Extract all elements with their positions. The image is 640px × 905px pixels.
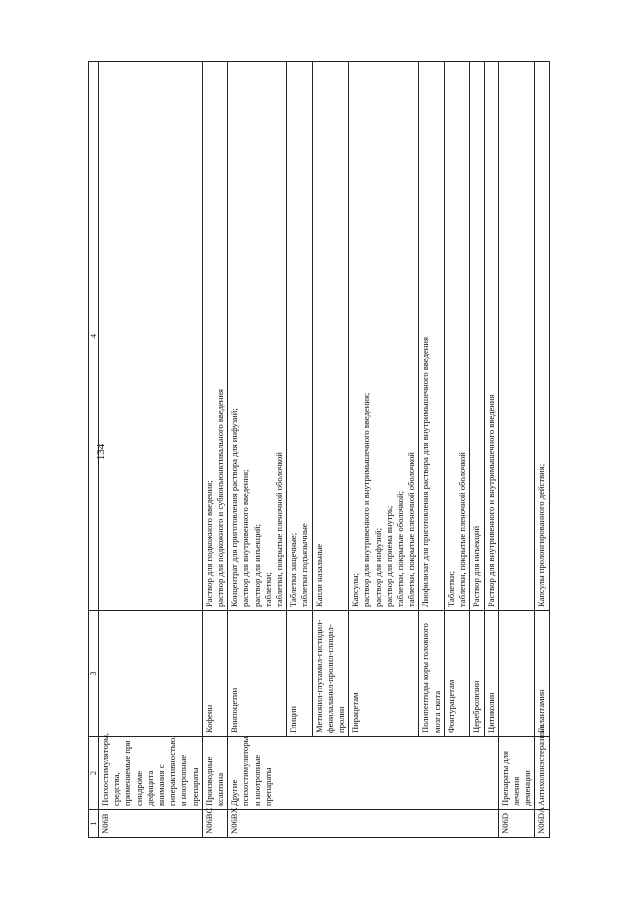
table-row (312, 62, 349, 838)
dosage-form-line: таблетки; (262, 572, 273, 607)
table-row (535, 62, 549, 838)
table-row (349, 62, 419, 838)
header-cell-4: 4 (89, 62, 99, 611)
atc-code-cell: N06D (498, 810, 535, 838)
header-row (89, 62, 99, 838)
drug-name-cell: Пирацетам (349, 611, 419, 737)
dosage-form-cell (484, 62, 498, 611)
group-cell: Антихолинэстеразные (535, 737, 549, 810)
table-row (228, 62, 287, 838)
drug-name-cell (498, 611, 535, 737)
table-row (419, 62, 444, 838)
atc-code-cell: N06B (99, 810, 203, 838)
drug-name-cell: Церебролизин (470, 611, 484, 737)
table-row (287, 62, 312, 838)
dosage-form-cell (419, 62, 444, 611)
drug-name-cell: Винпоцетин (228, 611, 287, 737)
dosage-form-line: Капсулы пролонгированного действия; (536, 463, 547, 607)
dosage-form-cell (498, 62, 535, 611)
drug-name-cell: Фонтурацетам (444, 611, 469, 737)
table-row (99, 62, 203, 838)
group-cell: Психостимуляторы, средства, применяемые при синдроме дефицита внимания с гиперактивностью, и ноотропные препараты (99, 737, 203, 810)
table-row (470, 62, 484, 838)
dosage-form-cell (228, 62, 287, 611)
table-row (498, 62, 535, 838)
drug-name-cell: Полипептиды коры головного мозга скота (419, 611, 444, 737)
dosage-form-line: Таблетки защечные; (288, 532, 299, 607)
drug-classification-table (88, 61, 550, 838)
dosage-form-line: Таблетки; (445, 570, 456, 607)
table-row (444, 62, 469, 838)
atc-code-cell: N06DA (535, 810, 549, 838)
atc-code-cell: N06BX (228, 810, 498, 838)
group-cell: Производные ксантина (202, 737, 227, 810)
dosage-form-line: Раствор для подкожного введения; (203, 480, 214, 607)
dosage-form-line: раствор для инъекций; (251, 523, 262, 607)
drug-name-cell (99, 611, 203, 737)
rotated-table-container (88, 62, 568, 838)
drug-name-cell: Метионил-глутамил-гистидил-фенилаланил-пролил-глицил-пролин (312, 611, 349, 737)
dosage-form-line: Раствор для внутривенного и внутримышечного введения (485, 394, 496, 607)
dosage-form-line: раствор для внутривенного введения; (240, 469, 251, 607)
dosage-form-line: таблетки, покрытые оболочкой; (395, 491, 406, 607)
atc-code-cell: N06BC (202, 810, 227, 838)
table-row (484, 62, 498, 838)
drug-name-cell: Глицин (287, 611, 312, 737)
dosage-form-cell (99, 62, 203, 611)
dosage-form-cell (470, 62, 484, 611)
group-cell: Другие психостимуляторы и ноотропные препараты (228, 737, 498, 810)
dosage-form-line: таблетки, покрытые пленочной оболочкой (274, 452, 285, 607)
dosage-form-cell (202, 62, 227, 611)
page-number-text: 134 (95, 443, 107, 461)
drug-name-cell: Галантамин (535, 611, 549, 737)
dosage-form-line: таблетки, покрытые пленочной оболочкой (457, 452, 468, 607)
group-cell: Препараты для лечения деменции (498, 737, 535, 810)
header-cell-3: 3 (89, 611, 99, 737)
dosage-form-line: Капли назальные (313, 543, 324, 607)
dosage-form-line: раствор для подкожного и субконъюнктивального введения (215, 389, 226, 607)
dosage-form-cell (287, 62, 312, 611)
dosage-form-line: таблетки, покрытые пленочной оболочкой (406, 452, 417, 607)
dosage-form-line: Концентрат для приготовления раствора для инфузий; (229, 408, 240, 607)
drug-name-cell: Кофеин (202, 611, 227, 737)
dosage-form-cell (312, 62, 349, 611)
dosage-form-line: Лиофилизат для приготовления раствора для внутримышечного введения (420, 337, 431, 607)
table-row (202, 62, 227, 838)
header-cell-1: 1 (89, 810, 99, 838)
dosage-form-cell (535, 62, 549, 611)
dosage-form-line: Раствор для инъекций (471, 525, 482, 607)
drug-name-cell: Цитиколин (484, 611, 498, 737)
dosage-form-line: раствор для приема внутрь; (383, 505, 394, 607)
dosage-form-line: раствор для инфузий; (372, 527, 383, 607)
header-cell-2: 2 (89, 737, 99, 810)
dosage-form-cell (444, 62, 469, 611)
dosage-form-line: раствор для внутривенного и внутримышечного введения; (361, 392, 372, 607)
dosage-form-line: таблетки подъязычные (299, 523, 310, 607)
dosage-form-cell (349, 62, 419, 611)
dosage-form-line: Капсулы; (350, 573, 361, 607)
